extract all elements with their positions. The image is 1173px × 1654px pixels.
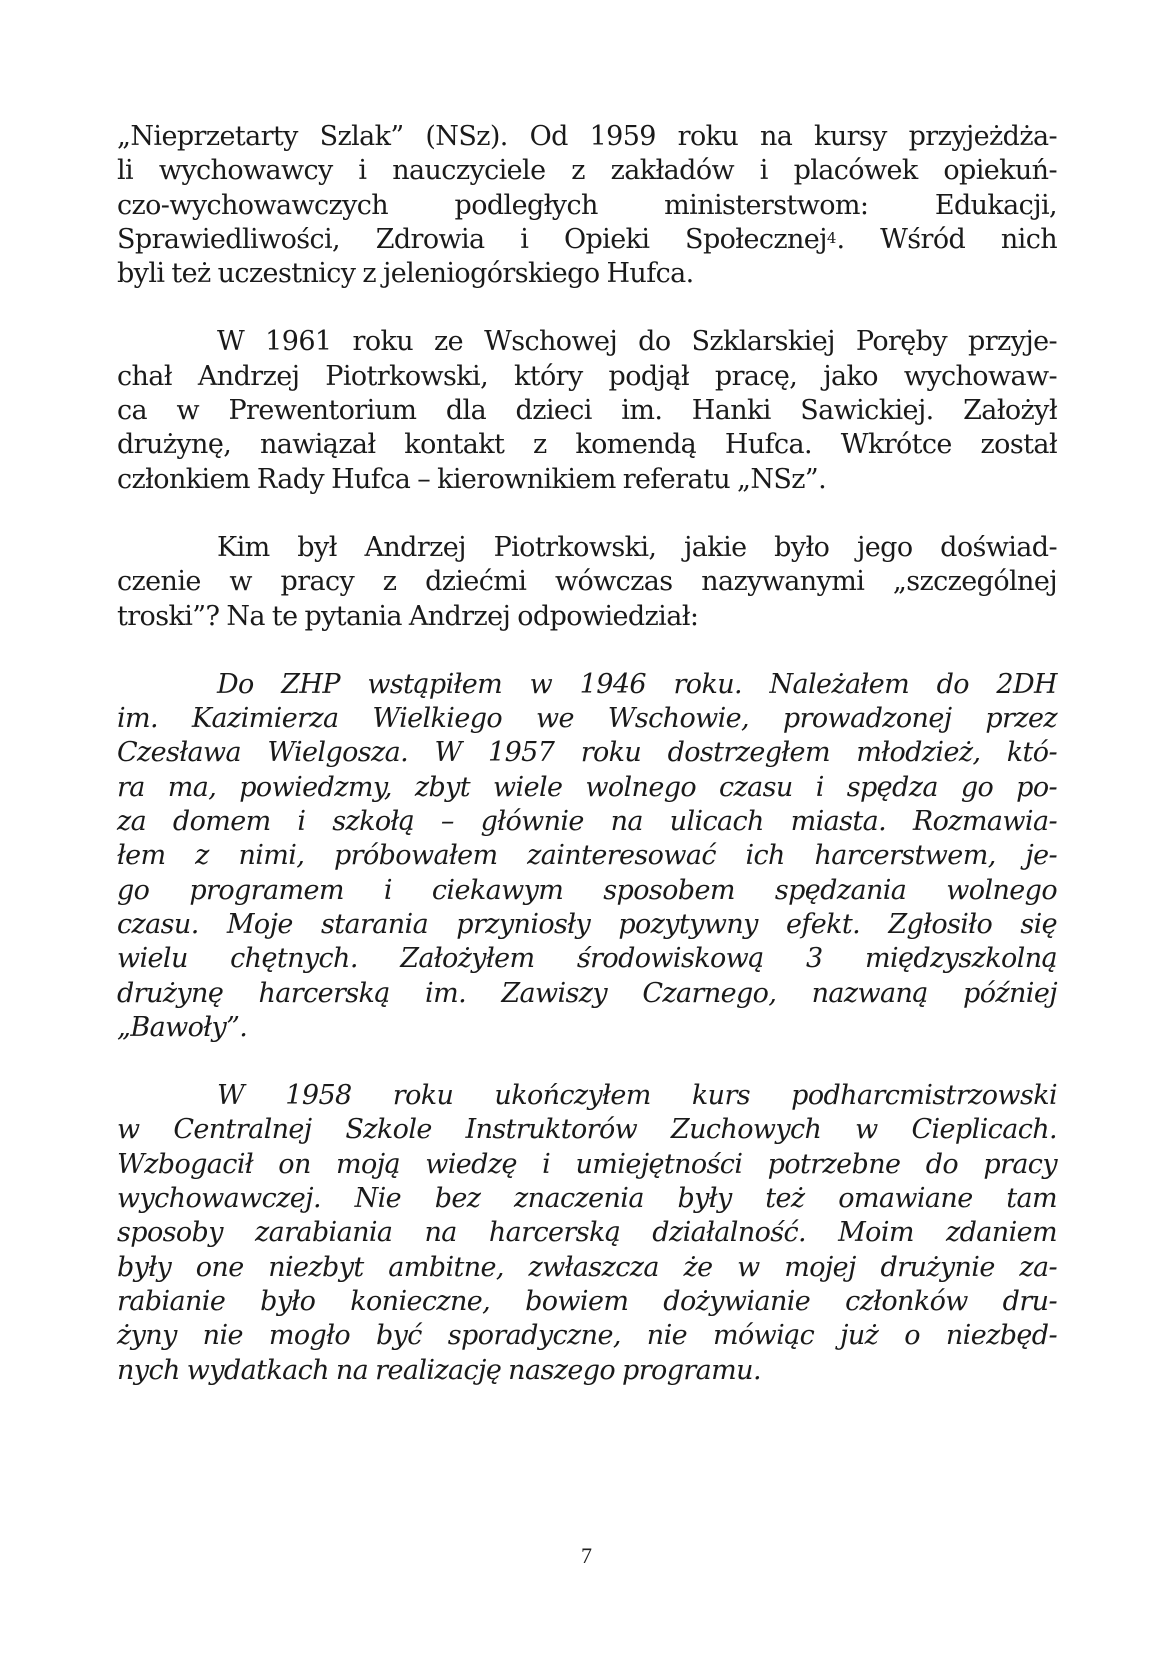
footnote-reference[interactable]: 4 (826, 228, 837, 247)
text-line: czo-wychowawczych podległych ministerstwom: Edukacji, (117, 189, 1057, 221)
text-line: za domem i szkołą – głównie na ulicach miasta. Rozmawia- (117, 806, 1057, 838)
text-line: czenie w pracy z dziećmi wówczas nazywanymi „szczególnej (117, 566, 1057, 598)
text-line: łem z nimi, próbowałem zainteresować ich harcerstwem, je- (117, 840, 1057, 872)
text-line: W 1961 roku ze Wschowej do Szklarskiej Poręby przyje- (217, 326, 1057, 358)
text-line: Do ZHP wstąpiłem w 1946 roku. Należałem do 2DH (217, 668, 1057, 700)
text-line: w Centralnej Szkole Instruktorów Zuchowych w Cieplicach. (117, 1114, 1057, 1146)
text-line: li wychowawcy i nauczyciele z zakładów i placówek opiekuń- (117, 155, 1057, 187)
paragraph-2 (117, 325, 1057, 496)
paragraph-spacer (117, 291, 1057, 325)
text-line: rabianie było konieczne, bowiem dożywianie członków dru- (117, 1285, 1057, 1317)
text-line: „Bawoły”. (117, 1011, 248, 1043)
text-line: chał Andrzej Piotrkowski, który podjął pracę, jako wychowaw- (117, 360, 1057, 392)
paragraph-3 (117, 531, 1057, 634)
text-line: czasu. Moje starania przyniosły pozytywny efekt. Zgłosiło się (117, 908, 1057, 940)
text-line: Kim był Andrzej Piotrkowski, jakie było jego doświad- (217, 531, 1057, 563)
document-page (117, 120, 1057, 1388)
paragraph-spacer (117, 497, 1057, 531)
text-line: wychowawczej. Nie bez znaczenia były też omawiane tam (117, 1183, 1057, 1215)
text-line: „Nieprzetarty Szlak” (NSz). Od 1959 roku na kursy przyjeżdża- (117, 121, 1057, 152)
text-line: ra ma, powiedzmy, zbyt wiele wolnego czasu i spędza go po- (117, 771, 1057, 803)
text-line: drużynę, nawiązał kontakt z komendą Hufca. Wkrótce został (117, 429, 1057, 461)
quote-paragraph-1 (117, 668, 1057, 1045)
text-line: sposoby zarabiania na harcerską działalność. Moim zdaniem (117, 1217, 1057, 1249)
text-line: go programem i ciekawym sposobem spędzania wolnego (117, 874, 1057, 906)
paragraph-spacer (117, 634, 1057, 668)
text-line: byli też uczestnicy z jeleniogórskiego Hufca. (117, 258, 694, 290)
text-fragment: . Wśród nich (836, 223, 1058, 255)
text-line: im. Kazimierza Wielkiego we Wschowie, prowadzonej przez (117, 703, 1057, 735)
text-line: członkiem Rady Hufca – kierownikiem referatu „NSz”. (117, 463, 827, 495)
text-line: nych wydatkach na realizację naszego programu. (117, 1354, 761, 1386)
text-line: Czesława Wielgosza. W 1957 roku dostrzegłem młodzież, któ- (117, 737, 1057, 769)
paragraph-spacer (117, 1045, 1057, 1079)
text-fragment: Sprawiedliwości, Zdrowia i Opieki Społecznej (117, 223, 827, 255)
text-line: były one niezbyt ambitne, zwłaszcza że w mojej drużynie za- (117, 1251, 1057, 1283)
text-line: Wzbogacił on moją wiedzę i umiejętności potrzebne do pracy (117, 1148, 1057, 1180)
text-line: troski”? Na te pytania Andrzej odpowiedział: (117, 600, 699, 632)
quote-paragraph-2 (117, 1079, 1057, 1388)
paragraph-1 (117, 120, 1057, 291)
page-number: 7 (581, 1543, 592, 1568)
text-line-with-footnote (117, 223, 1057, 257)
text-line: W 1958 roku ukończyłem kurs podharcmistrzowski (217, 1080, 1057, 1112)
text-line: wielu chętnych. Założyłem środowiskową 3 międzyszkolną (117, 943, 1057, 975)
text-line: drużynę harcerską im. Zawiszy Czarnego, nazwaną później (117, 977, 1057, 1009)
text-line: ca w Prewentorium dla dzieci im. Hanki Sawickiej. Założył (117, 395, 1057, 427)
text-line: żyny nie mogło być sporadyczne, nie mówiąc już o niezbęd- (117, 1320, 1057, 1352)
